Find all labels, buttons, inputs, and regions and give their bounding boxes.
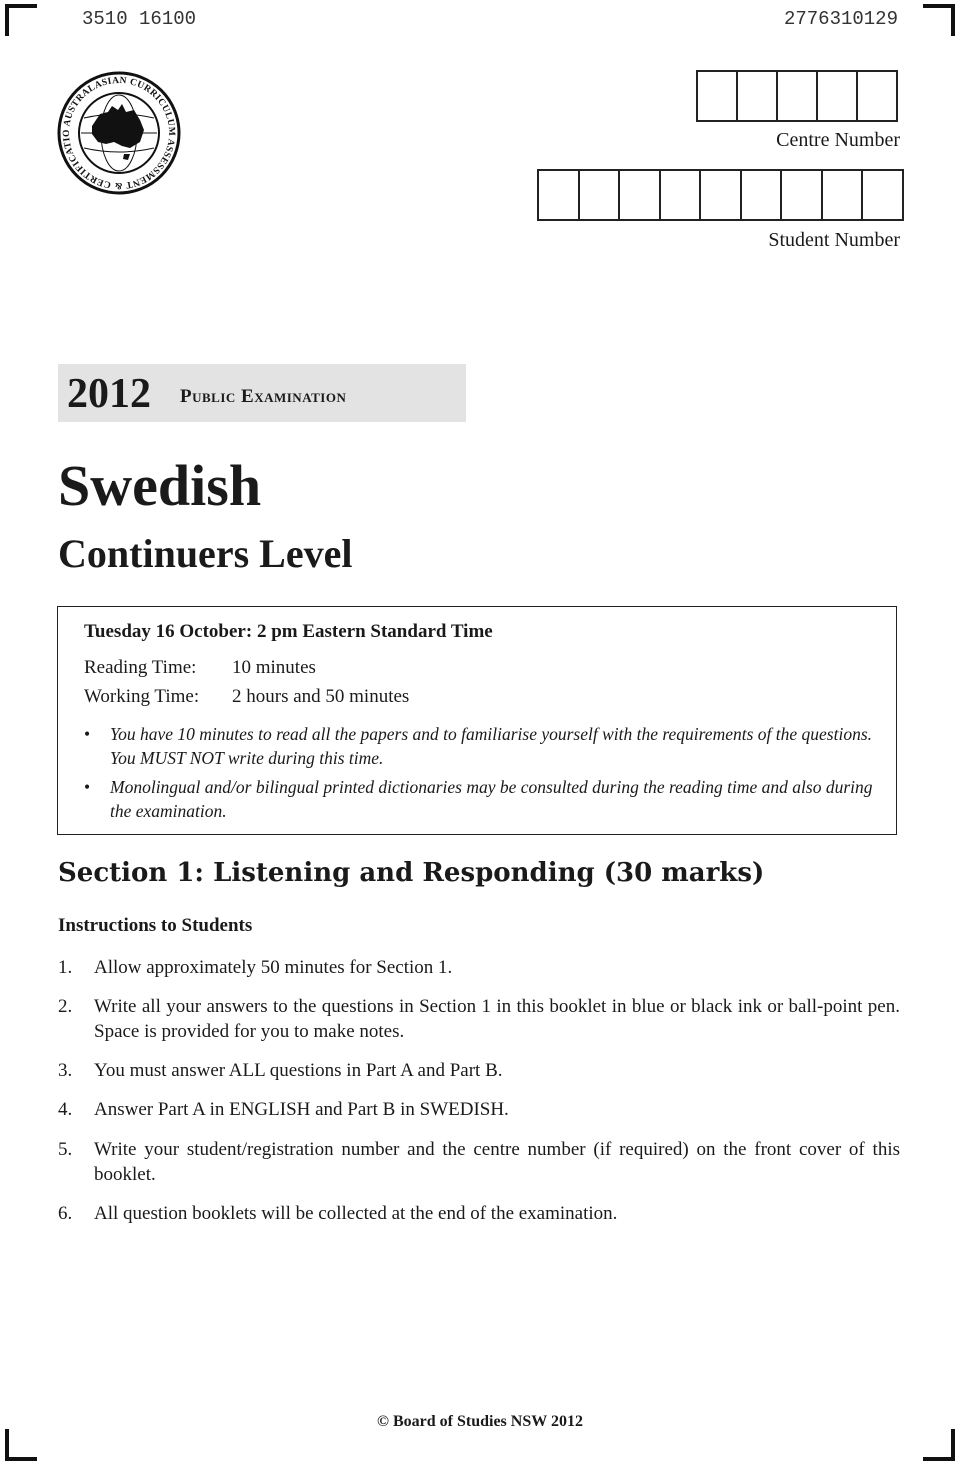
instruction-text: All question booklets will be collected at the end of the examination. <box>94 1203 618 1224</box>
crop-mark-top-left <box>5 4 37 36</box>
crop-mark-top-right <box>923 4 955 36</box>
centre-number-box[interactable] <box>778 72 818 120</box>
centre-number-box[interactable] <box>858 72 898 120</box>
instruction-item <box>58 1201 900 1226</box>
info-bullet <box>84 775 884 823</box>
instruction-number: 2. <box>58 996 73 1017</box>
instructions-heading: Instructions to Students <box>58 915 253 936</box>
crop-mark-bottom-left <box>5 1429 37 1461</box>
instruction-item <box>58 1137 900 1187</box>
student-number-box[interactable] <box>661 171 702 219</box>
exam-kind: Public Examination <box>180 386 347 407</box>
student-number-box[interactable] <box>580 171 621 219</box>
instruction-number: 3. <box>58 1060 73 1081</box>
student-number-box[interactable] <box>620 171 661 219</box>
student-number-box[interactable] <box>539 171 580 219</box>
level-title: Continuers Level <box>58 531 353 576</box>
instruction-number: 4. <box>58 1099 73 1120</box>
acaca-logo-seal <box>56 70 182 196</box>
section-heading: Section 1: Listening and Responding (30 marks) <box>58 858 765 888</box>
barcode-number: 2776310129 <box>783 8 898 30</box>
exam-year: 2012 <box>67 371 151 417</box>
instruction-text: Write all your answers to the questions in Section 1 in this booklet in blue or black ink or ball-point pen. Space is provided for you to make notes. <box>94 996 900 1042</box>
instruction-item <box>58 1058 900 1083</box>
exam-info-box <box>57 606 897 835</box>
centre-number-box[interactable] <box>818 72 858 120</box>
centre-number-box[interactable] <box>698 72 738 120</box>
working-time-label: Working Time: <box>84 686 200 707</box>
student-number-label: Student Number <box>768 229 900 251</box>
instruction-number: 1. <box>58 957 73 978</box>
instruction-item <box>58 955 900 980</box>
exam-date-time: Tuesday 16 October: 2 pm Eastern Standard Time <box>84 621 493 642</box>
info-bullet-text: You have 10 minutes to read all the papers and to familiarise yourself with the requirements of the questions. You MUST NOT write during this time. <box>110 724 873 768</box>
instruction-text: Write your student/registration number and the centre number (if required) on the front cover of this booklet. <box>94 1139 900 1185</box>
bullet-icon: • <box>84 724 91 744</box>
instruction-text: Answer Part A in ENGLISH and Part B in SWEDISH. <box>94 1099 509 1120</box>
student-number-box[interactable] <box>742 171 783 219</box>
centre-number-boxes[interactable] <box>696 70 898 122</box>
instruction-number: 6. <box>58 1203 73 1224</box>
centre-number-label: Centre Number <box>776 129 900 151</box>
instruction-text: You must answer ALL questions in Part A and Part B. <box>94 1060 503 1081</box>
copyright-notice: © Board of Studies NSW 2012 <box>377 1413 583 1430</box>
info-bullet <box>84 722 884 770</box>
centre-number-box[interactable] <box>738 72 778 120</box>
reading-time-value: 10 minutes <box>232 657 316 678</box>
instruction-number: 5. <box>58 1139 73 1160</box>
working-time-value: 2 hours and 50 minutes <box>232 686 410 707</box>
student-number-box[interactable] <box>863 171 904 219</box>
student-number-box[interactable] <box>823 171 864 219</box>
subject-title: Swedish <box>58 453 262 518</box>
reading-time-label: Reading Time: <box>84 657 197 678</box>
instruction-item <box>58 1097 900 1122</box>
instruction-item <box>58 994 900 1044</box>
student-number-boxes[interactable] <box>537 169 904 221</box>
student-number-box[interactable] <box>782 171 823 219</box>
info-bullet-text: Monolingual and/or bilingual printed dictionaries may be consulted during the reading time and also during the examination. <box>110 777 873 821</box>
instruction-text: Allow approximately 50 minutes for Section 1. <box>94 957 453 978</box>
student-number-box[interactable] <box>701 171 742 219</box>
crop-mark-bottom-right <box>923 1429 955 1461</box>
paper-code: 3510 16100 <box>82 8 197 30</box>
svg-text:AUSTRALASIAN CURRICULUM ASSESS: AUSTRALASIAN CURRICULUM ASSESSMENT & CERTIFICATIO <box>61 75 177 191</box>
bullet-icon: • <box>84 777 91 797</box>
